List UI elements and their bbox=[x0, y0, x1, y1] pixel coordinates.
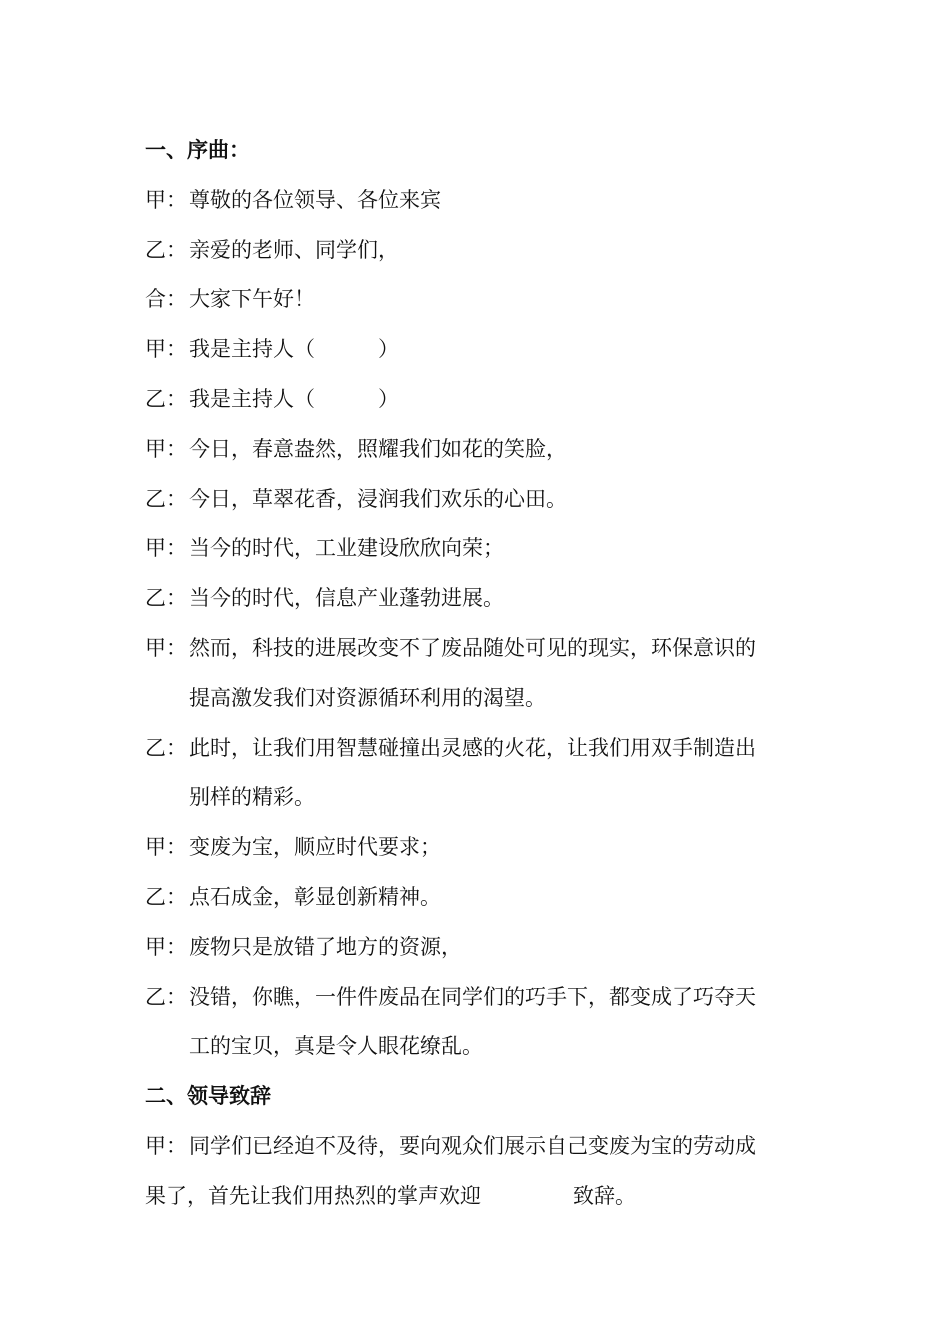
speaker-label: 甲： bbox=[145, 1133, 187, 1158]
speaker-label: 甲： bbox=[145, 835, 187, 860]
dialog-text: 我是主持人（ ） bbox=[189, 337, 399, 362]
section-heading: 一、序曲： bbox=[145, 138, 250, 162]
dialog-text: 当今的时代，信息产业蓬勃进展。 bbox=[189, 586, 504, 611]
dialog-text: 废物只是放错了地方的资源， bbox=[189, 934, 462, 959]
section-heading: 二、领导致辞 bbox=[145, 1084, 271, 1109]
dialog-text: 尊敬的各位领导、各位来宾 bbox=[189, 187, 441, 212]
dialog-line bbox=[145, 724, 795, 774]
dialog-text: 变废为宝，顺应时代要求； bbox=[189, 835, 441, 860]
dialog-text: 点石成金，彰显创新精神。 bbox=[189, 884, 441, 909]
dialog-text: 今日，春意盎然，照耀我们如花的笑脸， bbox=[189, 436, 567, 461]
dialog-text: 我是主持人（ ） bbox=[189, 386, 399, 411]
dialog-line bbox=[145, 524, 795, 574]
speaker-label: 甲： bbox=[145, 436, 187, 461]
dialog-text: 当今的时代，工业建设欣欣向荣； bbox=[189, 536, 504, 561]
dialog-line bbox=[145, 624, 795, 674]
speaker-label: 乙： bbox=[145, 984, 187, 1009]
dialog-line bbox=[145, 375, 795, 425]
dialog-line bbox=[145, 873, 795, 923]
speaker-label: 乙： bbox=[145, 586, 187, 611]
dialog-text: 大家下午好！ bbox=[189, 287, 315, 312]
dialog-text: 同学们已经迫不及待，要向观众们展示自己变废为宝的劳动成 bbox=[189, 1133, 756, 1158]
speaker-label: 乙： bbox=[145, 735, 187, 760]
dialog-text: 然而，科技的进展改变不了废品随处可见的现实，环保意识的 bbox=[189, 635, 756, 660]
speaker-label: 乙： bbox=[145, 386, 187, 411]
speaker-label: 乙： bbox=[145, 486, 187, 511]
speaker-label: 合： bbox=[145, 287, 187, 312]
dialog-line bbox=[145, 823, 795, 873]
speaker-label: 甲： bbox=[145, 187, 187, 212]
dialog-continuation: 别样的精彩。 bbox=[189, 785, 315, 810]
script-body bbox=[145, 126, 795, 1222]
speaker-label: 乙： bbox=[145, 884, 187, 909]
dialog-continuation: 工的宝贝，真是令人眼花缭乱。 bbox=[189, 1034, 483, 1059]
dialog-line bbox=[145, 275, 795, 325]
speaker-label: 甲： bbox=[145, 536, 187, 561]
dialog-line bbox=[145, 1122, 795, 1172]
dialog-continuation: 提高激发我们对资源循环利用的渴望。 bbox=[189, 685, 546, 710]
speaker-label: 甲： bbox=[145, 934, 187, 959]
dialog-line bbox=[145, 425, 795, 475]
dialog-line bbox=[145, 973, 795, 1023]
speaker-label: 甲： bbox=[145, 337, 187, 362]
speaker-label: 乙： bbox=[145, 237, 187, 262]
dialog-line bbox=[145, 176, 795, 226]
dialog-line bbox=[145, 226, 795, 276]
dialog-text: 致辞。 bbox=[573, 1183, 636, 1208]
dialog-text: 果了，首先让我们用热烈的掌声欢迎 bbox=[145, 1183, 481, 1208]
dialog-text: 今日，草翠花香，浸润我们欢乐的心田。 bbox=[189, 486, 567, 511]
speaker-label: 甲： bbox=[145, 635, 187, 660]
dialog-text: 没错，你瞧，一件件废品在同学们的巧手下，都变成了巧夺天 bbox=[189, 984, 756, 1009]
dialog-line bbox=[145, 923, 795, 973]
dialog-line bbox=[145, 325, 795, 375]
dialog-line bbox=[145, 574, 795, 624]
dialog-line bbox=[145, 475, 795, 525]
dialog-continuation bbox=[145, 1172, 795, 1222]
dialog-text: 亲爱的老师、同学们， bbox=[189, 237, 399, 262]
dialog-text: 此时，让我们用智慧碰撞出灵感的火花，让我们用双手制造出 bbox=[189, 735, 756, 760]
